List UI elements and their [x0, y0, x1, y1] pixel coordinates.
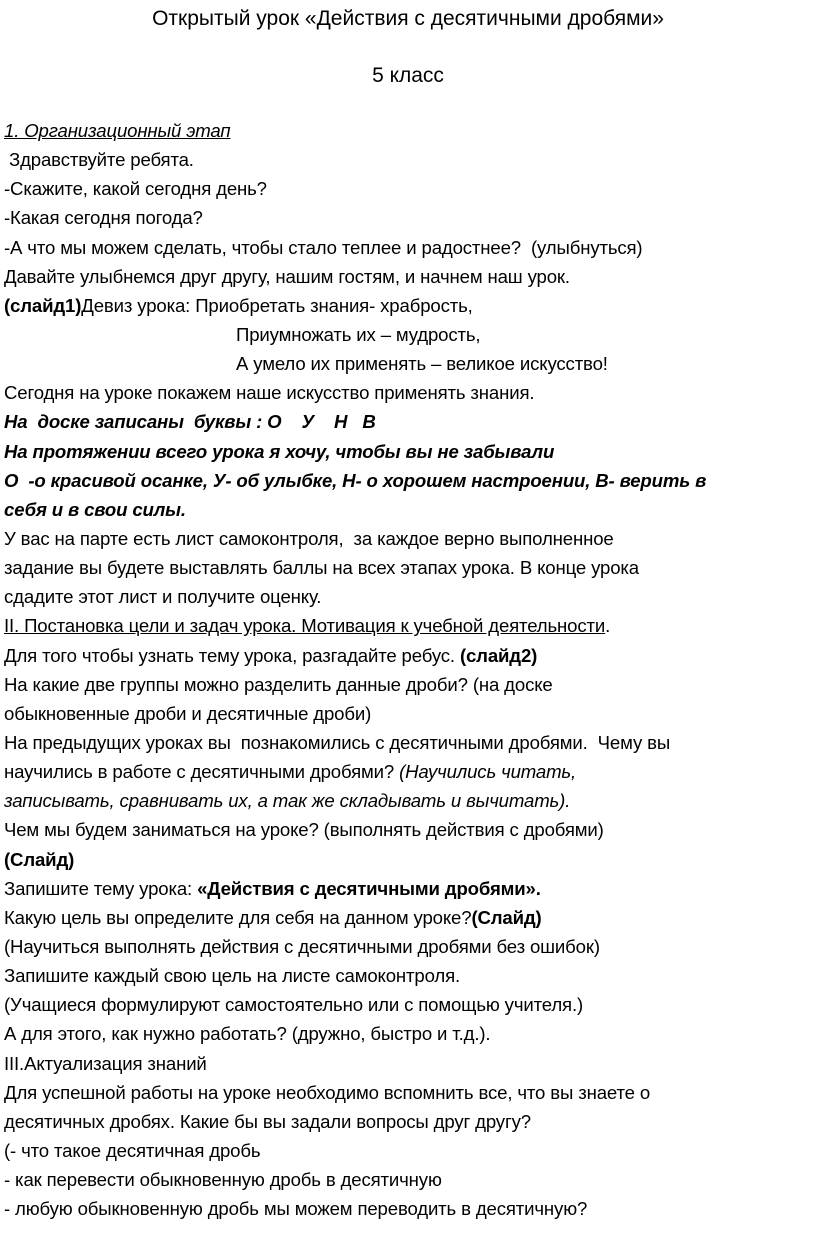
- text-line: На какие две группы можно разделить данные дроби? (на доске: [4, 673, 553, 695]
- text-line: [4, 757, 814, 786]
- section-heading-text: II. Постановка цели и задач урока. Мотивация к учебной деятельности: [4, 615, 606, 637]
- section-heading-organizational: 1. Организационный этап: [4, 120, 231, 141]
- text-line: А для этого, как нужно работать? (дружно, быстро и т.д.).: [4, 1023, 491, 1045]
- document-body: [4, 116, 814, 1223]
- list-item: - как перевести обыкновенную дробь в десятичную: [4, 1169, 442, 1191]
- text-line: (Научиться выполнять действия с десятичными дробями без ошибок): [4, 935, 600, 957]
- text-line: [4, 874, 814, 903]
- text-line: Давайте улыбнемся друг другу, нашим гостям, и начнем наш урок.: [4, 265, 570, 287]
- lesson-topic: «Действия с десятичными дробями».: [197, 877, 541, 899]
- text-line: десятичных дробях. Какие бы вы задали вопросы друг другу?: [4, 1110, 531, 1132]
- text-line: обыкновенные дроби и десятичные дроби): [4, 702, 372, 724]
- emphasis-line: себя и в свои силы.: [4, 498, 186, 520]
- text-span: Для того чтобы узнать тему урока, разгадайте ребус.: [4, 644, 460, 666]
- slide-ref: (Слайд): [4, 848, 75, 870]
- text-line: сдадите этот лист и получите оценку.: [4, 586, 322, 608]
- text-line: [4, 903, 814, 932]
- text-line: Для успешной работы на уроке необходимо вспомнить все, что вы знаете о: [4, 1081, 651, 1103]
- text-span: Какую цель вы определите для себя на данном уроке?: [4, 906, 472, 928]
- motto-line: [4, 291, 814, 320]
- motto-line-3: А умело их применять – великое искусство!: [236, 353, 608, 375]
- text-line: У вас на парте есть лист самоконтроля, за каждое верно выполненное: [4, 527, 614, 549]
- section-heading-actualization: III.Актуализация знаний: [4, 1052, 207, 1074]
- emphasis-line: На протяжении всего урока я хочу, чтобы вы не забывали: [4, 440, 555, 462]
- text-line: (Учащиеся формулируют самостоятельно или с помощью учителя.): [4, 994, 584, 1016]
- text-line: -Скажите, какой сегодня день?: [4, 178, 267, 200]
- text-line: -Какая сегодня погода?: [4, 207, 203, 229]
- text-line: Здравствуйте ребята.: [4, 149, 194, 171]
- text-line: записывать, сравнивать их, а так же складывать и вычитать).: [4, 790, 571, 812]
- italic-span: (Научились читать,: [399, 761, 577, 783]
- section-heading-goals: [4, 611, 814, 640]
- text-line: На предыдущих уроках вы познакомились с десятичными дробями. Чему вы: [4, 731, 671, 753]
- list-item: - любую обыкновенную дробь мы можем переводить в десятичную?: [4, 1198, 588, 1220]
- text-span: научились в работе с десятичными дробями?: [4, 761, 400, 783]
- text-line: [4, 641, 814, 670]
- slide-ref: (слайд2): [459, 644, 538, 666]
- text-span: Запишите тему урока:: [4, 877, 198, 899]
- emphasis-line: О -о красивой осанке, У- об улыбке, Н- о хорошем настроении, В- верить в: [4, 469, 707, 491]
- text-line: задание вы будете выставлять баллы на всех этапах урока. В конце урока: [4, 557, 639, 579]
- emphasis-line: На доске записаны буквы : О У Н В: [4, 411, 376, 433]
- motto-text: Девиз урока: Приобретать знания- храбрость,: [81, 294, 473, 316]
- document-title: Открытый урок «Действия с десятичными дробями»: [152, 7, 664, 30]
- period: .: [605, 615, 611, 637]
- text-line: Сегодня на уроке покажем наше искусство применять знания.: [4, 382, 535, 404]
- motto-line-2: Приумножать их – мудрость,: [236, 323, 481, 345]
- list-item: (- что такое десятичная дробь: [4, 1139, 261, 1161]
- text-line: Чем мы будем заниматься на уроке? (выполнять действия с дробями): [4, 819, 604, 841]
- slide-ref: (Слайд): [471, 906, 542, 928]
- grade-heading: 5 класс: [372, 64, 444, 87]
- text-line: -А что мы можем сделать, чтобы стало теплее и радостнее? (улыбнуться): [4, 236, 643, 258]
- slide-ref: (слайд1): [4, 294, 82, 316]
- text-line: Запишите каждый свою цель на листе самоконтроля.: [4, 965, 461, 987]
